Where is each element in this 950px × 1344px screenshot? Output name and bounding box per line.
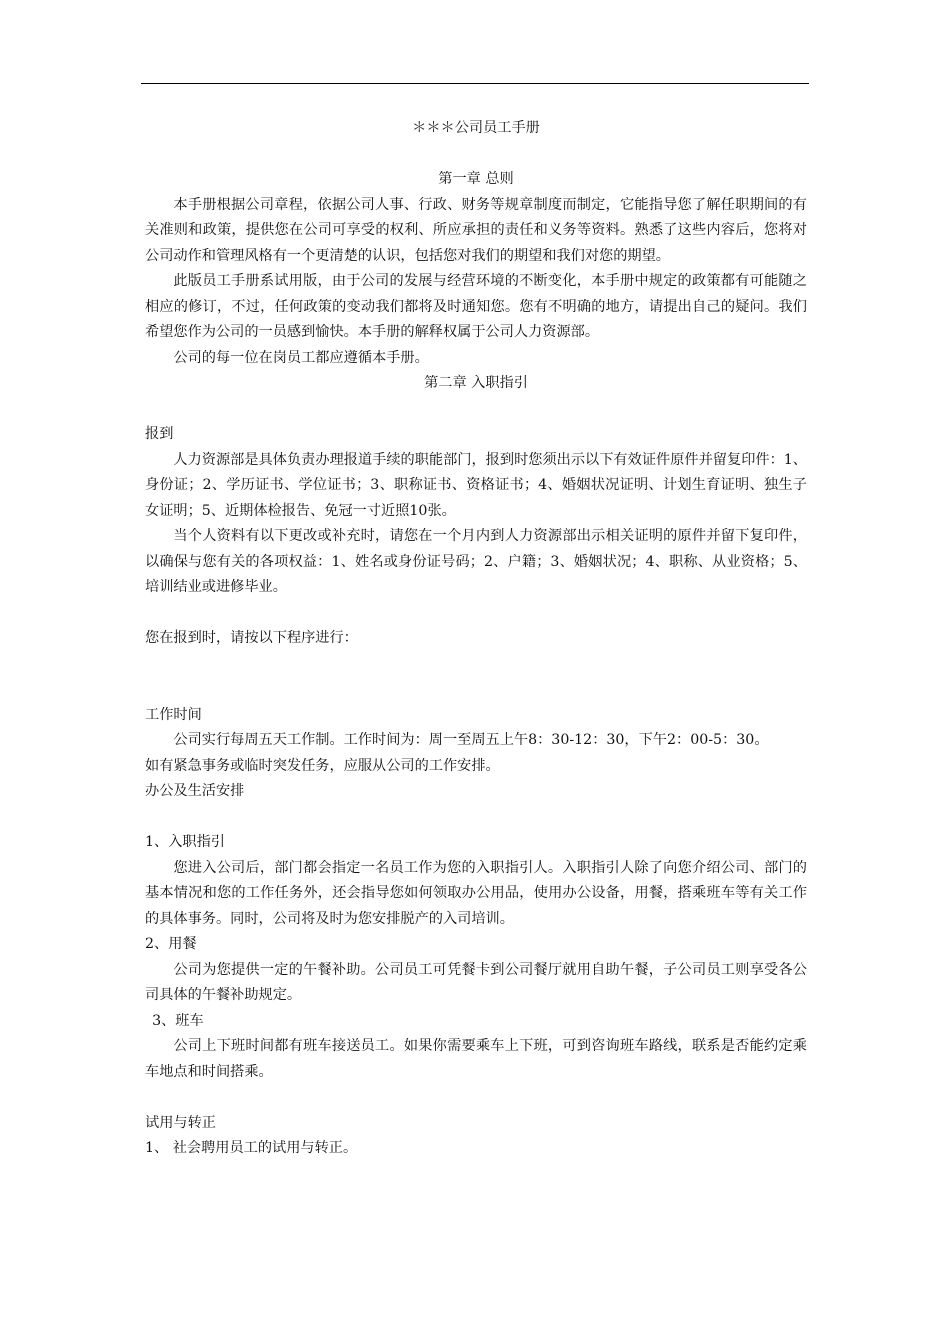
- section-heading-report: 报到: [145, 426, 174, 442]
- section-heading-office: 办公及生活安排: [145, 783, 245, 799]
- document-body: [145, 116, 807, 1162]
- report-paragraph-2: 当个人资料有以下更改或补充时，请您在一个月内到人力资源部出示相关证明的原件并留下复印件，以确保与您有关的各项权益：1、姓名或身份证号码；2、户籍；3、婚姻状况；4、职称、从业资格；5、培训结业或进修毕业。: [145, 528, 807, 595]
- item-2-paragraph: 公司为您提供一定的午餐补助。公司员工可凭餐卡到公司餐厅就用自助午餐，子公司员工则享受各公司具体的午餐补助规定。: [145, 961, 807, 1003]
- chapter-1-heading: 第一章 总则: [438, 171, 514, 187]
- header-rule: [141, 83, 809, 84]
- document-title: ＊＊＊公司员工手册: [412, 120, 540, 136]
- procedure-line: 您在报到时，请按以下程序进行：: [145, 630, 358, 646]
- chapter-1-paragraph-2: 此版员工手册系试用版，由于公司的发展与经营环境的不断变化，本手册中规定的政策都有可能随之相应的修订，不过，任何政策的变动我们都将及时通知您。您有不明确的地方，请提出自己的疑问。我们希望您作为公司的一员感到愉快。本手册的解释权属于公司人力资源部。: [145, 273, 807, 340]
- probation-item-1: 1、 社会聘用员工的试用与转正。: [145, 1140, 358, 1156]
- item-1-paragraph: 您进入公司后，部门都会指定一名员工作为您的入职指引人。入职指引人除了向您介绍公司、部门的基本情况和您的工作任务外，还会指导您如何领取办公用品，使用办公设备，用餐，搭乘班车等有关工作的具体事务。同时，公司将及时为您安排脱产的入司培训。: [145, 859, 807, 927]
- spacer: [145, 397, 807, 423]
- item-3-paragraph: 公司上下班时间都有班车接送员工。如果你需要乘车上下班，可到咨询班车路线，联系是否能约定乘车地点和时间搭乘。: [145, 1038, 807, 1080]
- chapter-1-paragraph-1: 本手册根据公司章程，依据公司人事、行政、财务等规章制度而制定，它能指导您了解任职期间的有关准则和政策，提供您在公司可享受的权利、所应承担的责任和义务等资料。熟悉了这些内容后，您将对公司动作和管理风格有一个更清楚的认识，包括您对我们的期望和我们对您的期望。: [145, 196, 807, 264]
- item-3-heading: 3、班车: [152, 1012, 204, 1029]
- item-1-heading: 1、入职指引: [145, 834, 225, 850]
- spacer: [145, 1085, 807, 1111]
- spacer: [145, 652, 807, 703]
- worktime-paragraph-2: 如有紧急事务或临时突发任务，应服从公司的工作安排。: [145, 757, 500, 774]
- section-heading-probation: 试用与转正: [145, 1114, 216, 1131]
- report-paragraph-1: 人力资源部是具体负责办理报道手续的职能部门，报到时您须出示以下有效证件原件并留复印件：1、身份证；2、学历证书、学位证书；3、职称证书、资格证书；4、婚姻状况证明、计划生育证明、独生子女证明；5、近期体检报告、免冠一寸近照10张。: [145, 451, 807, 519]
- spacer: [145, 601, 807, 627]
- item-2-heading: 2、用餐: [145, 936, 197, 952]
- chapter-2-heading: 第二章 入职指引: [424, 375, 528, 391]
- spacer: [145, 805, 807, 831]
- section-heading-worktime: 工作时间: [145, 706, 202, 723]
- chapter-1-paragraph-3: 公司的每一位在岗员工都应遵循本手册。: [173, 349, 429, 366]
- worktime-paragraph-1: 公司实行每周五天工作制。工作时间为：周一至周五上午8：30-12：30，下午2：00-5：30。: [173, 732, 769, 748]
